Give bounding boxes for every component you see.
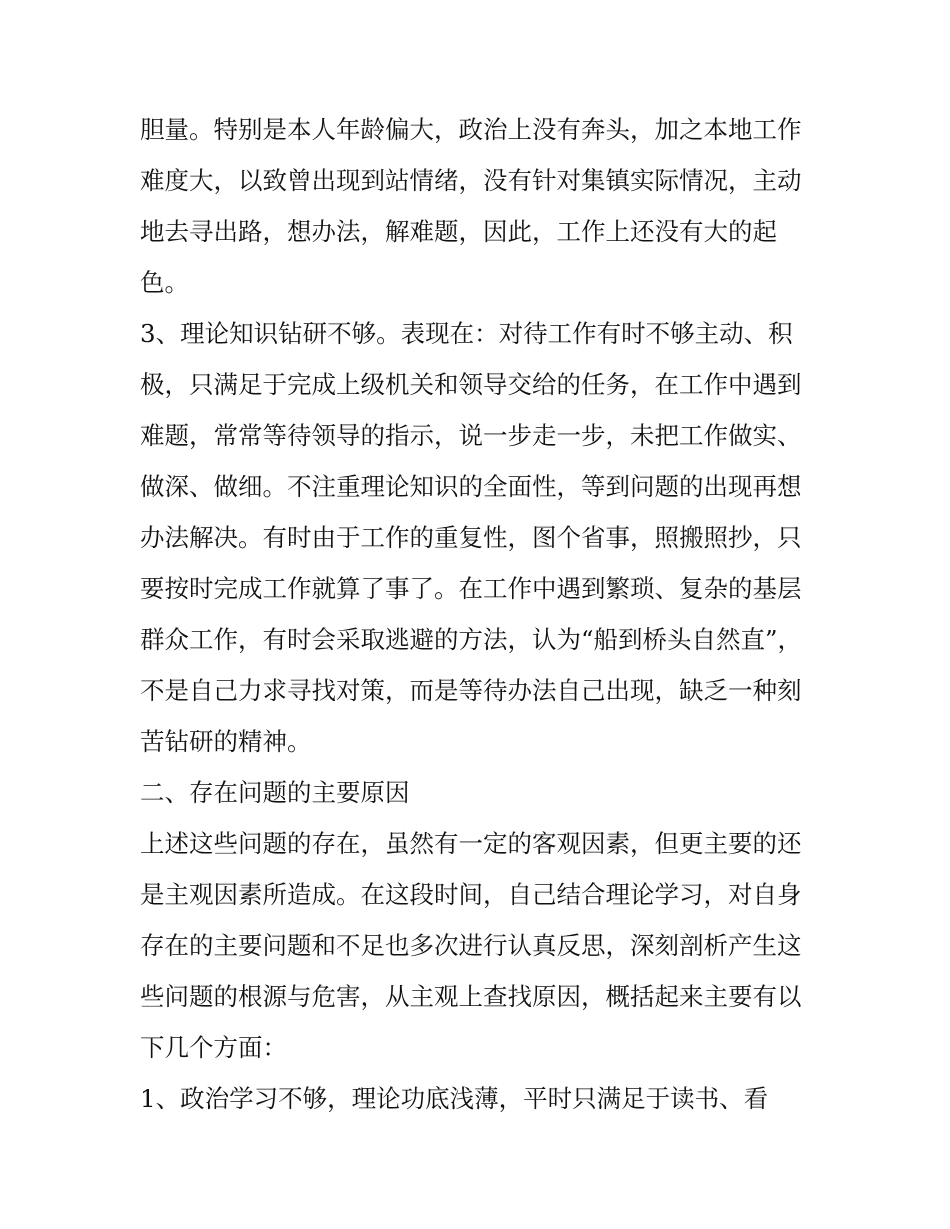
text-line: 极，只满足于完成上级机关和领导交给的任务，在工作中遇到 — [140, 370, 802, 399]
text-line: 难题，常常等待领导的指示，说一步走一步，未把工作做实、 — [140, 421, 802, 450]
text-line: 是主观因素所造成。在这段时间，自己结合理论学习，对自身 — [140, 880, 802, 909]
document-body — [140, 104, 820, 1124]
text-line: 要按时完成工作就算了事了。在工作中遇到繁琐、复杂的基层 — [140, 574, 802, 603]
text-line: 些问题的根源与危害，从主观上查找原因，概括起来主要有以 — [140, 982, 802, 1011]
text-line: 做深、做细。不注重理论知识的全面性，等到问题的出现再想 — [140, 472, 802, 501]
text-line: 上述这些问题的存在，虽然有一定的客观因素，但更主要的还 — [140, 829, 802, 858]
text-line: 色。 — [140, 268, 189, 297]
text-line: 不是自己力求寻找对策，而是等待办法自己出现，缺乏一种刻 — [140, 676, 802, 705]
text-line: 群众工作，有时会采取逃避的方法，认为“船到桥头自然直”， — [140, 625, 803, 654]
text-line: 1、政治学习不够，理论功底浅薄，平时只满足于读书、看 — [140, 1084, 769, 1113]
text-line: 办法解决。有时由于工作的重复性，图个省事，照搬照抄，只 — [140, 523, 802, 552]
text-line: 3、理论知识钻研不够。表现在：对待工作有时不够主动、积 — [140, 319, 793, 348]
text-line: 下几个方面： — [140, 1033, 287, 1062]
text-line: 地去寻出路，想办法，解难题，因此，工作上还没有大的起 — [140, 217, 777, 246]
text-line: 胆量。特别是本人年龄偏大，政治上没有奔头，加之本地工作 — [140, 115, 802, 144]
text-line: 存在的主要问题和不足也多次进行认真反思，深刻剖析产生这 — [140, 931, 802, 960]
section-heading: 二、存在问题的主要原因 — [140, 778, 410, 807]
text-line: 难度大，以致曾出现到站情绪，没有针对集镇实际情况，主动 — [140, 166, 802, 195]
text-line: 苦钻研的精神。 — [140, 727, 312, 756]
